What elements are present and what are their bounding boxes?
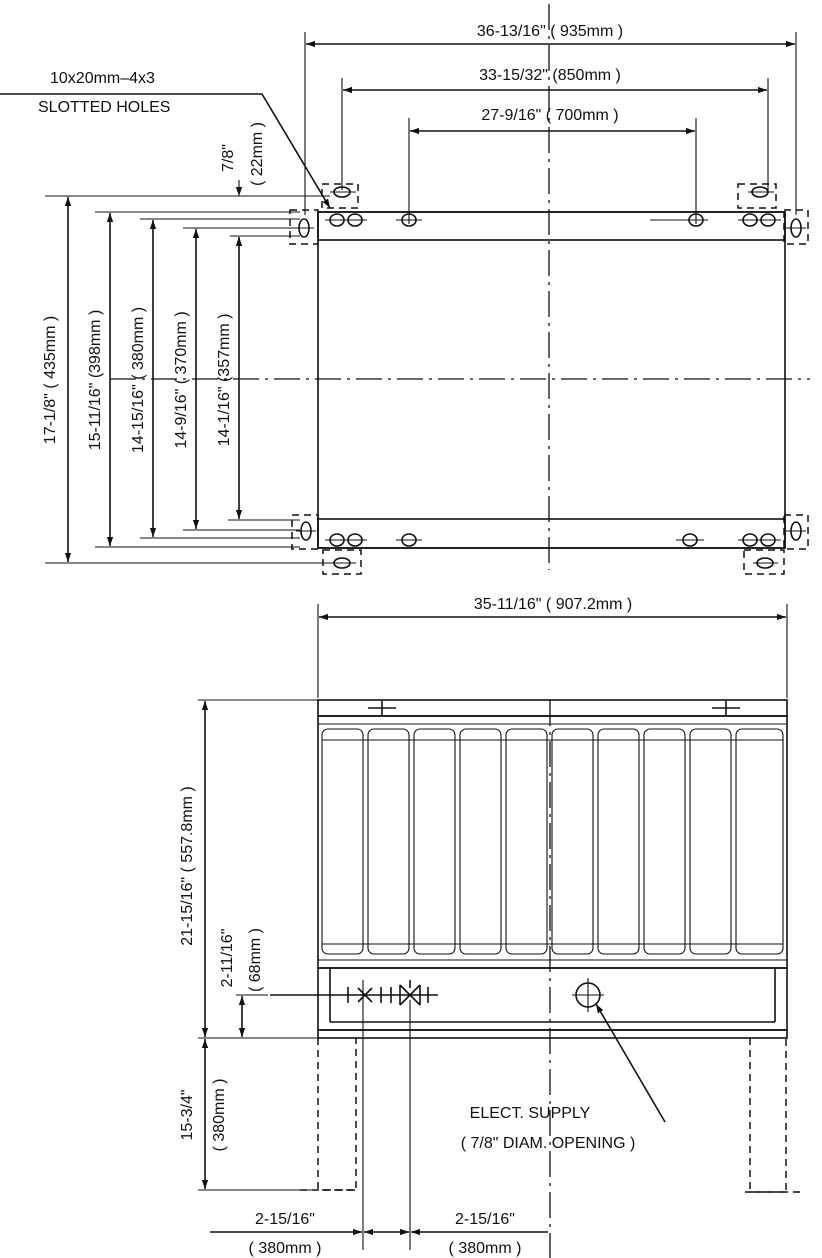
dim-label-overall-width: 36-13/16" ( 935mm ) <box>476 23 624 40</box>
dim-label-left-offset-mm: ( 380mm ) <box>248 1240 322 1257</box>
elect-supply-line2: ( 7/8" DIAM. OPENING ) <box>460 1135 636 1152</box>
bottom-mounting-rail <box>318 519 785 548</box>
dim-label-435: 17-1/8" ( 435mm ) <box>42 315 59 445</box>
dim-label-stand-height: 15-3/4" <box>179 1089 196 1141</box>
elect-supply-line1: ELECT. SUPPLY <box>469 1105 591 1122</box>
piping-valves <box>270 980 438 1005</box>
dim-label-pipe-height-mm: ( 68mm ) <box>247 928 264 992</box>
coil-fins <box>322 729 783 954</box>
slotted-holes-bottom <box>296 522 806 568</box>
unit-body-plan <box>318 212 785 548</box>
dim-label-pipe-spacing: 2-15/16" <box>455 1211 515 1228</box>
dim-label-left-offset: 2-15/16" <box>255 1211 315 1228</box>
dim-label-pipe-height: 2-11/16" <box>219 928 236 988</box>
dim-label-offset: 7/8" <box>220 144 237 172</box>
slot-note-line1: 10x20mm–4x3 <box>50 70 155 87</box>
dim-label-body-width: 35-11/16" ( 907.2mm ) <box>473 596 633 613</box>
dim-label-offset-mm: ( 22mm ) <box>249 122 266 186</box>
dim-label-hole-spacing: 27-9/16" ( 700mm ) <box>481 107 619 124</box>
top-view <box>0 4 810 574</box>
dim-label-370: 14-9/16" ( 370mm ) <box>173 311 190 449</box>
slot-note-line2: SLOTTED HOLES <box>38 99 171 116</box>
top-mounting-rail <box>318 212 785 240</box>
dim-label-380: 14-15/16" ( 380mm ) <box>130 306 147 454</box>
dim-label-398: 15-11/16" (398mm ) <box>87 309 104 451</box>
dim-label-pipe-spacing-mm: ( 380mm ) <box>448 1240 522 1257</box>
dim-label-357: 14-1/16" (357mm ) <box>216 313 233 447</box>
front-view <box>179 596 805 1258</box>
dim-label-slot-spacing: 33-15/32" (850mm ) <box>479 67 621 84</box>
dim-label-stand-height-mm: ( 380mm ) <box>211 1078 228 1152</box>
dim-label-height: 21-15/16" ( 557.8mm ) <box>179 786 196 946</box>
